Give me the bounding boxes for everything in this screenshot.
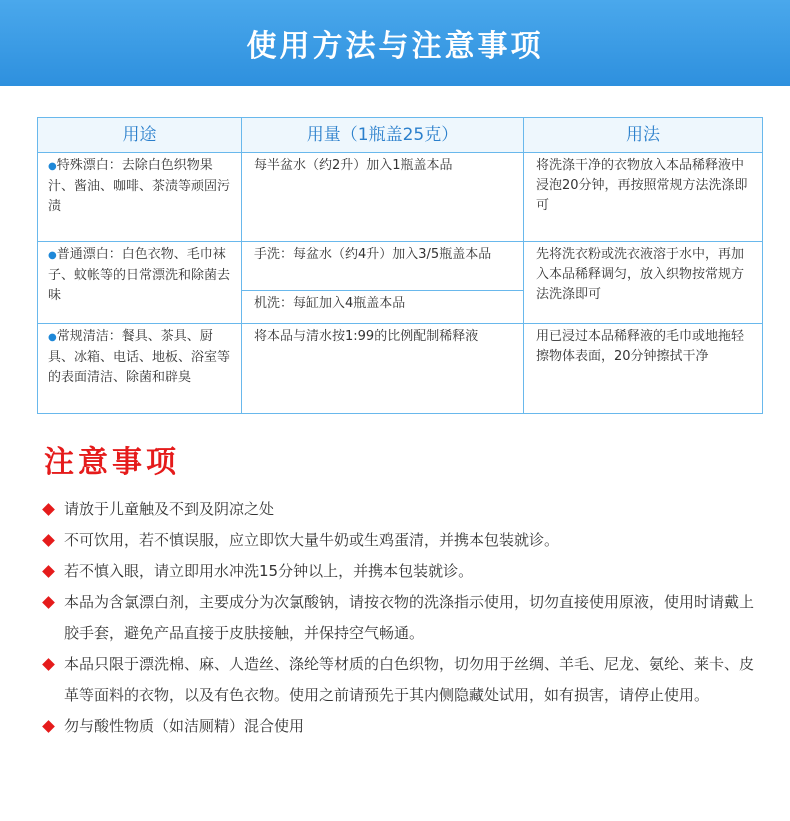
header-use: 用途 bbox=[38, 118, 242, 153]
cell-dosage-hand: 手洗：每盆水（约4升）加入3/5瓶盖本品 bbox=[242, 242, 524, 291]
note-text: 不可饮用，若不慎误服，应立即饮大量牛奶或生鸡蛋清，并携本包装就诊。 bbox=[64, 531, 560, 549]
table-row bbox=[38, 324, 763, 414]
cell-use-text: 常规清洁：餐具、茶具、厨具、冰箱、电话、地板、浴室等的表面清洁、除菌和辟臭 bbox=[48, 329, 231, 385]
list-item bbox=[44, 649, 764, 711]
list-item bbox=[44, 525, 764, 556]
list-item bbox=[44, 494, 764, 525]
header-method: 用法 bbox=[524, 118, 763, 153]
list-item bbox=[44, 556, 764, 587]
cell-dosage-machine: 机洗：每缸加入4瓶盖本品 bbox=[242, 291, 524, 324]
table-row bbox=[38, 242, 763, 291]
cell-method: 用已浸过本品稀释液的毛巾或地拖轻擦物体表面，20分钟擦拭干净 bbox=[524, 324, 763, 414]
note-text: 勿与酸性物质（如洁厕精）混合使用 bbox=[64, 717, 305, 735]
red-diamond-icon bbox=[42, 503, 55, 516]
red-diamond-icon bbox=[42, 720, 55, 733]
notes-list bbox=[44, 494, 764, 742]
cell-use bbox=[38, 324, 242, 414]
note-text: 若不慎入眼，请立即用水冲洗15分钟以上，并携本包装就诊。 bbox=[64, 562, 474, 580]
title-banner bbox=[0, 0, 790, 86]
red-diamond-icon bbox=[42, 596, 55, 609]
bullet-icon: ● bbox=[48, 161, 57, 172]
red-diamond-icon bbox=[42, 534, 55, 547]
cell-method: 将洗涤干净的衣物放入本品稀释液中浸泡20分钟，再按照常规方法洗涤即可 bbox=[524, 153, 763, 242]
header-dosage: 用量（1瓶盖25克） bbox=[242, 118, 524, 153]
list-item bbox=[44, 587, 764, 649]
bullet-icon: ● bbox=[48, 250, 57, 261]
table-row bbox=[38, 153, 763, 242]
list-item bbox=[44, 711, 764, 742]
cell-method: 先将洗衣粉或洗衣液溶于水中，再加入本品稀释调匀，放入织物按常规方法洗涤即可 bbox=[524, 242, 763, 324]
cell-use-text: 特殊漂白：去除白色织物果汁、酱油、咖啡、茶渍等顽固污渍 bbox=[48, 158, 231, 214]
note-text: 本品只限于漂洗棉、麻、人造丝、涤纶等材质的白色织物，切勿用于丝绸、羊毛、尼龙、氨纶、莱卡、皮革等面料的衣物，以及有色衣物。使用之前请预先于其内侧隐藏处试用，如有损害，请停止使用。 bbox=[64, 655, 755, 704]
cell-dosage: 每半盆水（约2升）加入1瓶盖本品 bbox=[242, 153, 524, 242]
note-text: 本品为含氯漂白剂，主要成分为次氯酸钠，请按衣物的洗涤指示使用，切勿直接使用原液，使用时请戴上胶手套，避免产品直接于皮肤接触，并保持空气畅通。 bbox=[64, 593, 755, 642]
usage-table bbox=[37, 117, 763, 414]
cell-use bbox=[38, 242, 242, 324]
cell-use bbox=[38, 153, 242, 242]
banner-title: 使用方法与注意事项 bbox=[246, 29, 544, 64]
red-diamond-icon bbox=[42, 658, 55, 671]
table-header-row bbox=[38, 118, 763, 153]
cell-use-text: 普通漂白：白色衣物、毛巾袜子、蚊帐等的日常漂洗和除菌去味 bbox=[48, 247, 231, 303]
notes-title: 注意事项 bbox=[44, 445, 180, 480]
note-text: 请放于儿童触及不到及阴凉之处 bbox=[64, 500, 275, 518]
cell-dosage: 将本品与清水按1:99的比例配制稀释液 bbox=[242, 324, 524, 414]
bullet-icon: ● bbox=[48, 332, 57, 343]
red-diamond-icon bbox=[42, 565, 55, 578]
